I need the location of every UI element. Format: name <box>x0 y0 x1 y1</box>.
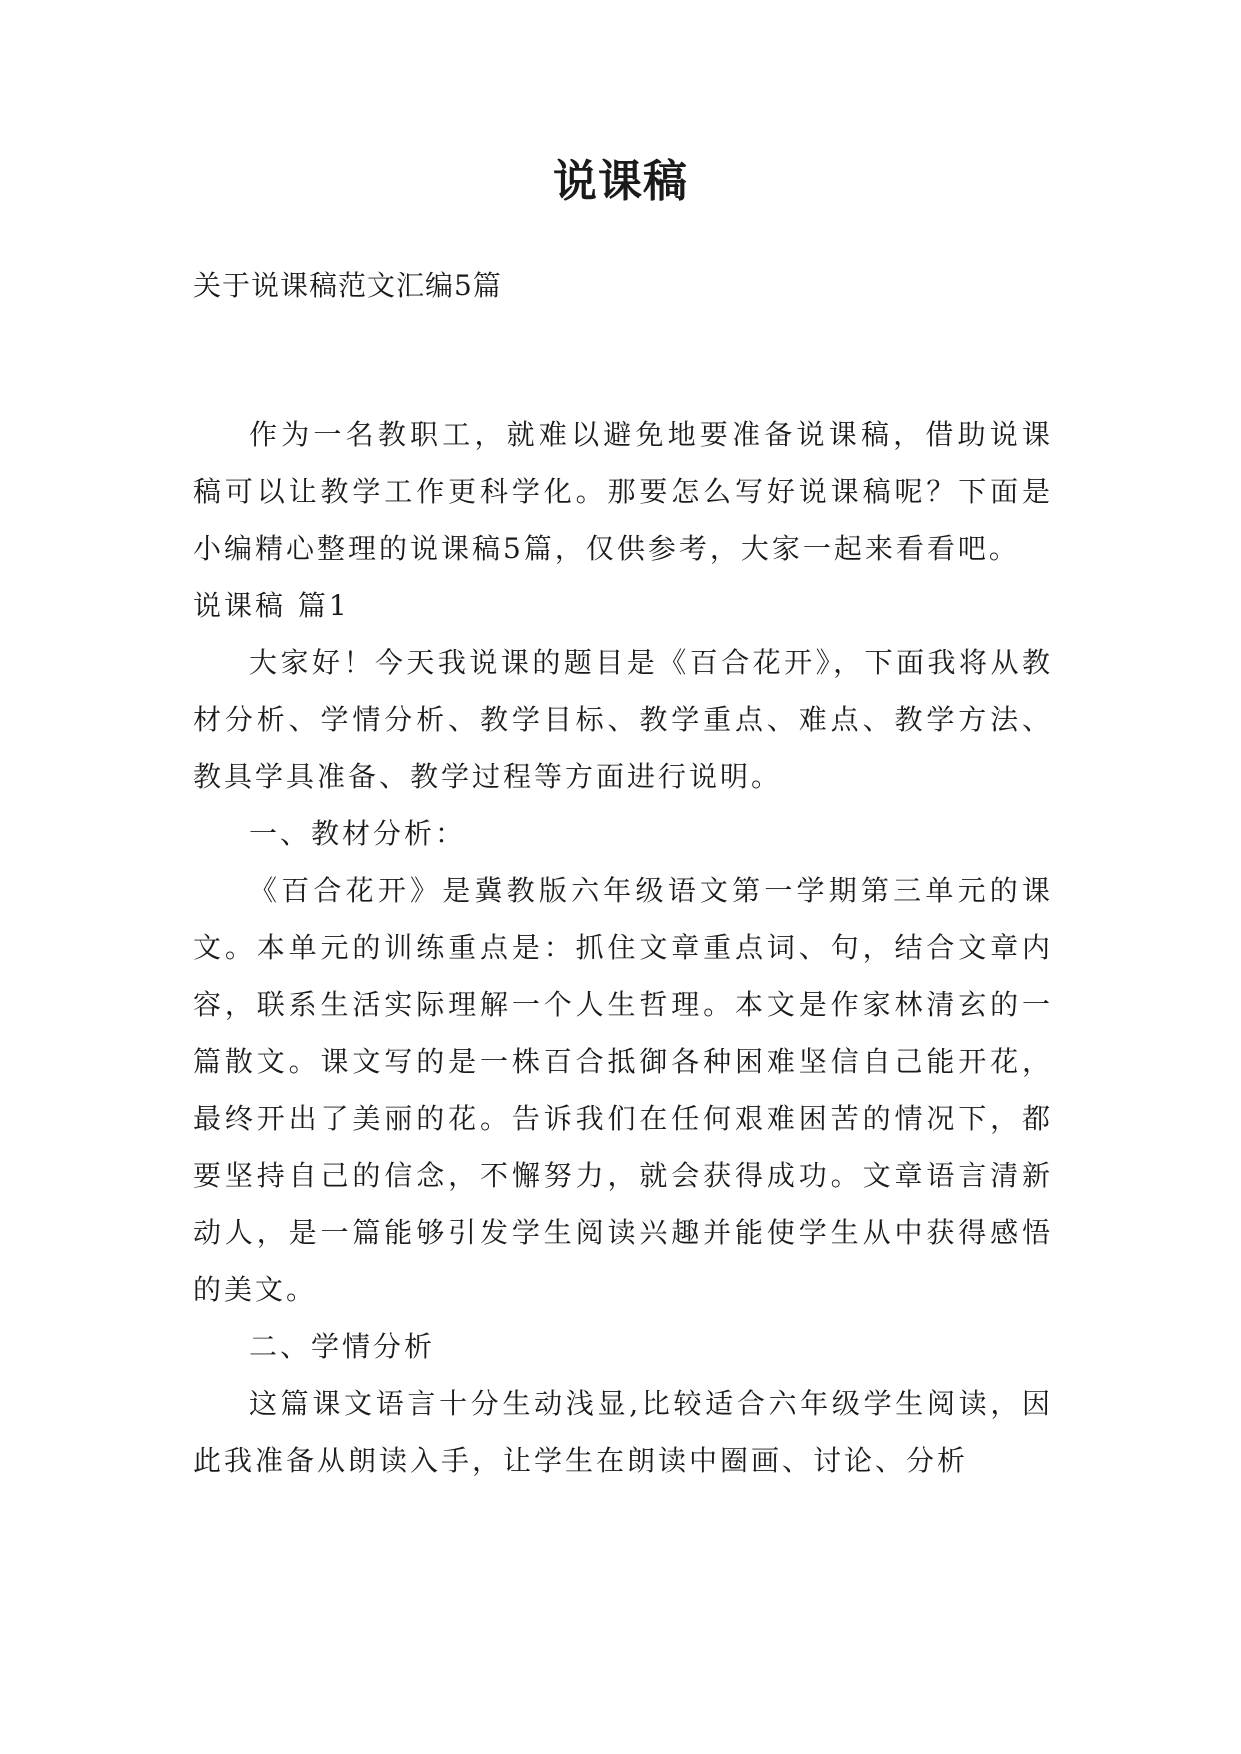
student-analysis-paragraph: 这篇课文语言十分生动浅显,比较适合六年级学生阅读，因此我准备从朗读入手，让学生在朗读中圈画、讨论、分析 <box>193 1387 1053 1477</box>
intro-paragraph: 作为一名教职工，就难以避免地要准备说课稿，借助说课稿可以让教学工作更科学化。那要怎么写好说课稿呢？下面是小编精心整理的说课稿5篇，仅供参考，大家一起来看看吧。 <box>193 418 1053 565</box>
greeting-paragraph: 大家好！今天我说课的题目是《百合花开》，下面我将从教材分析、学情分析、教学目标、教学重点、难点、教学方法、教具学具准备、教学过程等方面进行说明。 <box>193 646 1053 793</box>
document-body <box>193 406 1053 1489</box>
section-heading-textbook-analysis: 一、教材分析： <box>249 817 467 850</box>
textbook-analysis-paragraph: 《百合花开》是冀教版六年级语文第一学期第三单元的课文。本单元的训练重点是：抓住文章重点词、句，结合文章内容，联系生活实际理解一个人生哲理。本文是作家林清玄的一篇散文。课文写的是一株百合抵御各种困难坚信自己能开花，最终开出了美丽的花。告诉我们在任何艰难困苦的情况下，都要坚持自己的信念，不懈努力，就会获得成功。文章语言清新动人，是一篇能够引发学生阅读兴趣并能使学生从中获得感悟的美文。 <box>193 874 1053 1306</box>
section-heading-part-1: 说课稿 篇1 <box>193 589 350 622</box>
section-heading-student-analysis: 二、学情分析 <box>249 1330 436 1363</box>
document-subtitle: 关于说课稿范文汇编5篇 <box>193 269 502 302</box>
document-title: 说课稿 <box>553 156 688 207</box>
